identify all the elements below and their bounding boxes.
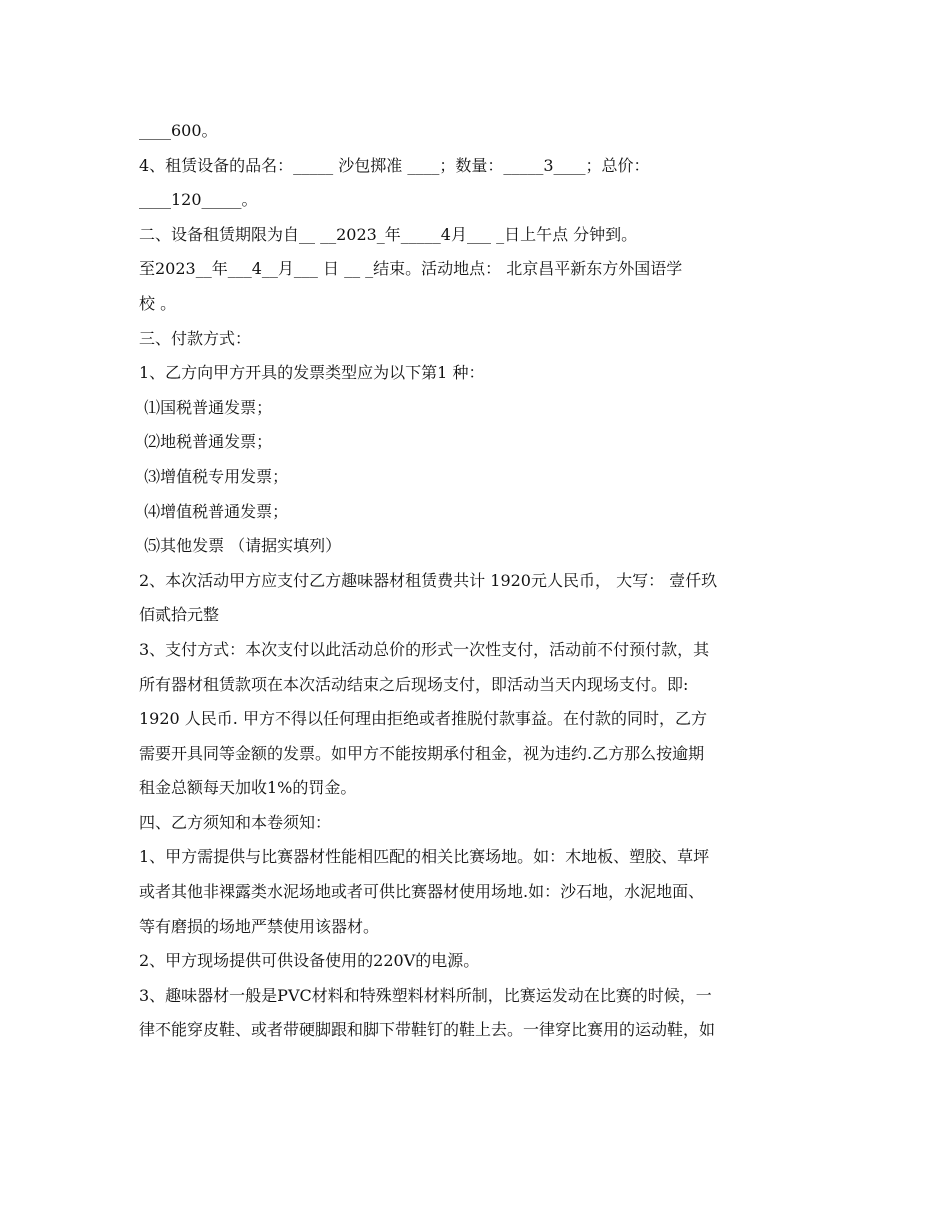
list-item: ⑶增值税专用发票； xyxy=(139,466,289,486)
text-line: 校 。 xyxy=(139,293,177,313)
list-item: ⑵地税普通发票； xyxy=(139,432,273,452)
text-line: 3、趣味器材一般是PVC材料和特殊塑料材料所制，比赛运发动在比赛的时候，一 xyxy=(139,985,712,1005)
text-line: 需要开具同等金额的发票。如甲方不能按期承付租金，视为违约.乙方那么按逾期 xyxy=(139,743,705,763)
text-line: 等有磨损的场地严禁使用该器材。 xyxy=(139,916,380,936)
text-line: 1920 人民币. 甲方不得以任何理由拒绝或者推脱付款事益。在付款的同时，乙方 xyxy=(139,709,707,729)
text-line: 至2023__年___4__月___ 日 __ _结束。活动地点： 北京昌平新东方外国语学 xyxy=(139,259,683,279)
text-line: 1、甲方需提供与比赛器材性能相匹配的相关比赛场地。如：木地板、塑胶、草坪 xyxy=(139,847,710,867)
text-line: 2、本次活动甲方应支付乙方趣味器材租赁费共计 1920元人民币， 大写： 壹仟玖 xyxy=(139,570,718,590)
text-line: 所有器材租赁款项在本次活动结束之后现场支付，即活动当天内现场支付。即: xyxy=(139,674,689,694)
text-line: 1、乙方向甲方开具的发票类型应为以下第1 种： xyxy=(139,363,485,383)
section-heading: 三、付款方式： xyxy=(139,328,252,348)
list-item: ⑸其他发票 （请据实填列） xyxy=(139,536,342,556)
text-line: 律不能穿皮鞋、或者带硬脚跟和脚下带鞋钉的鞋上去。一律穿比赛用的运动鞋，如 xyxy=(139,1020,716,1040)
section-heading: 四、乙方须知和本卷须知： xyxy=(139,812,332,832)
text-line: 二、设备租赁期限为自__ __2023_年_____4月___ _日上午点 分钟到。 xyxy=(139,224,638,244)
text-line: 2、甲方现场提供可供设备使用的220V的电源。 xyxy=(139,951,480,971)
text-line: 3、支付方式：本次支付以此活动总价的形式一次性支付，活动前不付预付款，其 xyxy=(139,639,710,659)
text-line: 4、租赁设备的品名：_____ 沙包掷准 ____；数量：_____3____；总价： xyxy=(139,155,650,175)
text-line: ____600。 xyxy=(139,121,218,140)
text-line: 佰贰拾元整 xyxy=(139,605,220,625)
text-line: ____120_____。 xyxy=(139,190,258,210)
list-item: ⑷增值税普通发票； xyxy=(139,501,289,521)
document-body xyxy=(139,114,829,1048)
text-line: 租金总额每天加收1%的罚金。 xyxy=(139,778,357,798)
list-item: ⑴国税普通发票； xyxy=(139,397,273,417)
text-line: 或者其他非裸露类水泥场地或者可供比赛器材使用场地.如：沙石地，水泥地面、 xyxy=(139,882,705,902)
